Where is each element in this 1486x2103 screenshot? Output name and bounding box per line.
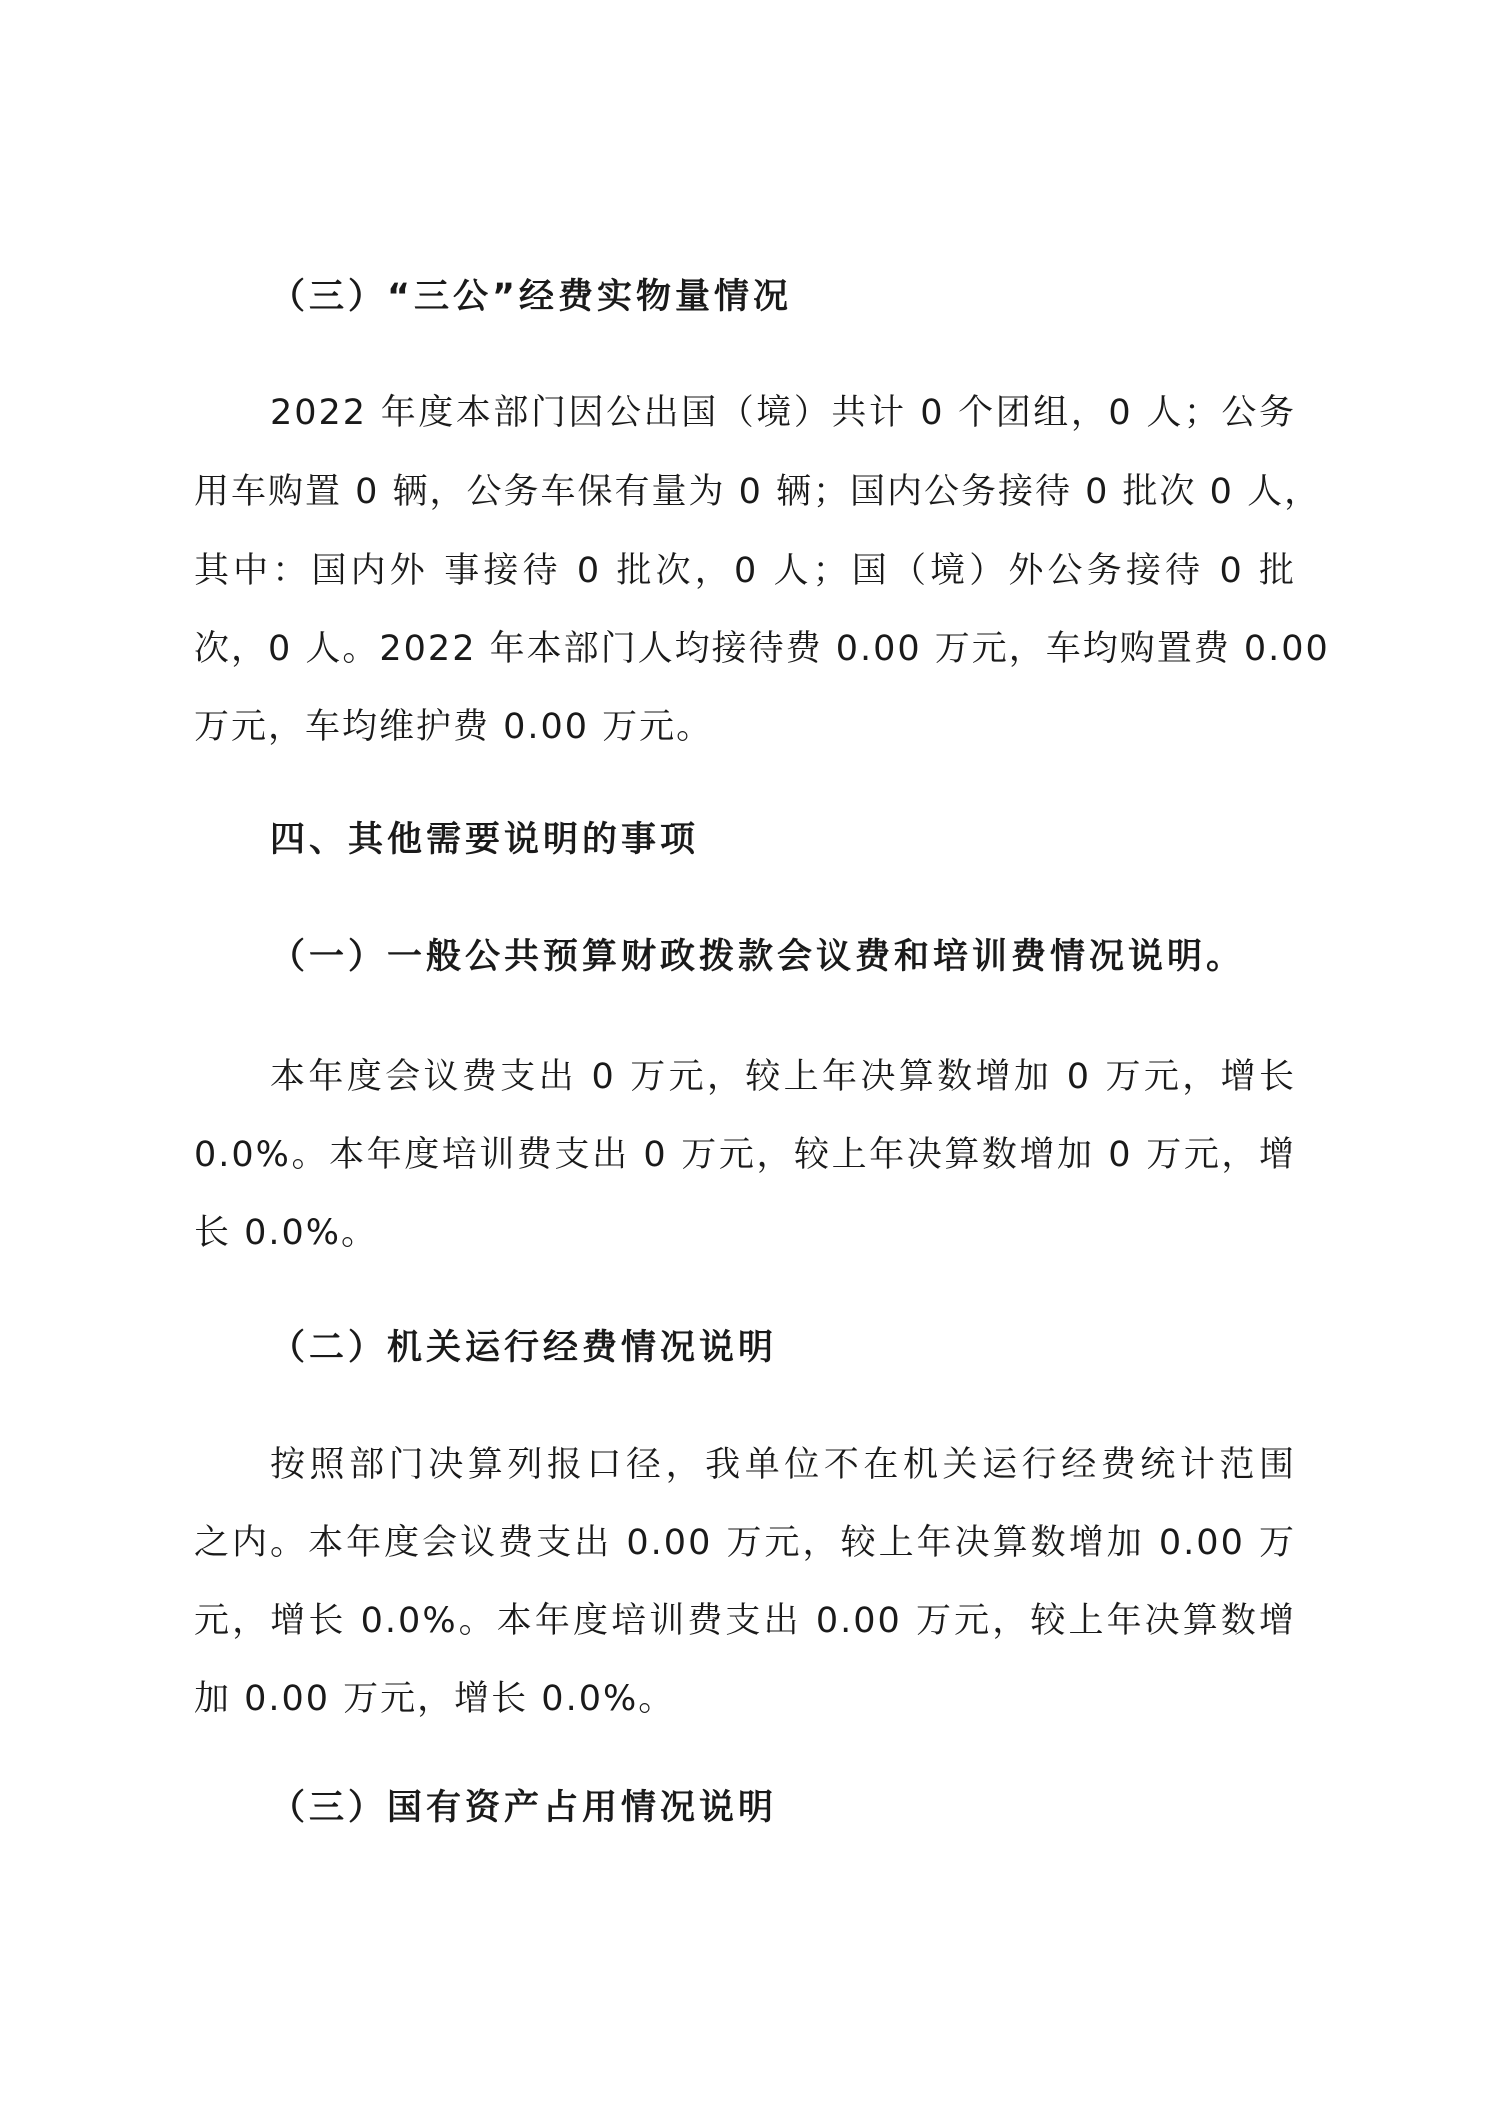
paragraph-line: 0.0%。本年度培训费支出 0 万元，较上年决算数增加 0 万元，增 [194, 1135, 1296, 1175]
paragraph-line: 长 0.0%。 [194, 1213, 379, 1253]
paragraph-line: 之内。本年度会议费支出 0.00 万元，较上年决算数增加 0.00 万 [194, 1523, 1296, 1563]
subsection-heading-operating-expenses: （二）机关运行经费情况说明 [270, 1328, 778, 1368]
subsection-heading-state-assets: （三）国有资产占用情况说明 [270, 1788, 778, 1828]
paragraph-line: 次，0 人。2022 年本部门人均接待费 0.00 万元，车均购置费 0.00 [194, 629, 1330, 669]
paragraph-line: 元，增长 0.0%。本年度培训费支出 0.00 万元，较上年决算数增 [194, 1601, 1296, 1641]
paragraph-line: 用车购置 0 辆，公务车保有量为 0 辆；国内公务接待 0 批次 0 人， [194, 472, 1322, 512]
paragraph-line: 按照部门决算列报口径，我单位不在机关运行经费统计范围 [270, 1445, 1296, 1485]
paragraph-line: 其中：国内外 事接待 0 批次，0 人；国（境）外公务接待 0 批 [194, 551, 1296, 591]
paragraph-line: 本年度会议费支出 0 万元，较上年决算数增加 0 万元，增长 [270, 1057, 1296, 1097]
section-heading-three-public-quantity: （三）“三公”经费实物量情况 [270, 277, 793, 317]
subsection-heading-meeting-training-fees: （一）一般公共预算财政拨款会议费和培训费情况说明。 [270, 937, 1246, 977]
paragraph-line: 万元，车均维护费 0.00 万元。 [194, 707, 714, 747]
paragraph-line: 2022 年度本部门因公出国（境）共计 0 个团组，0 人；公务 [270, 393, 1296, 433]
paragraph-line: 加 0.00 万元，增长 0.0%。 [194, 1679, 676, 1719]
section-heading-other-matters: 四、其他需要说明的事项 [270, 820, 700, 860]
